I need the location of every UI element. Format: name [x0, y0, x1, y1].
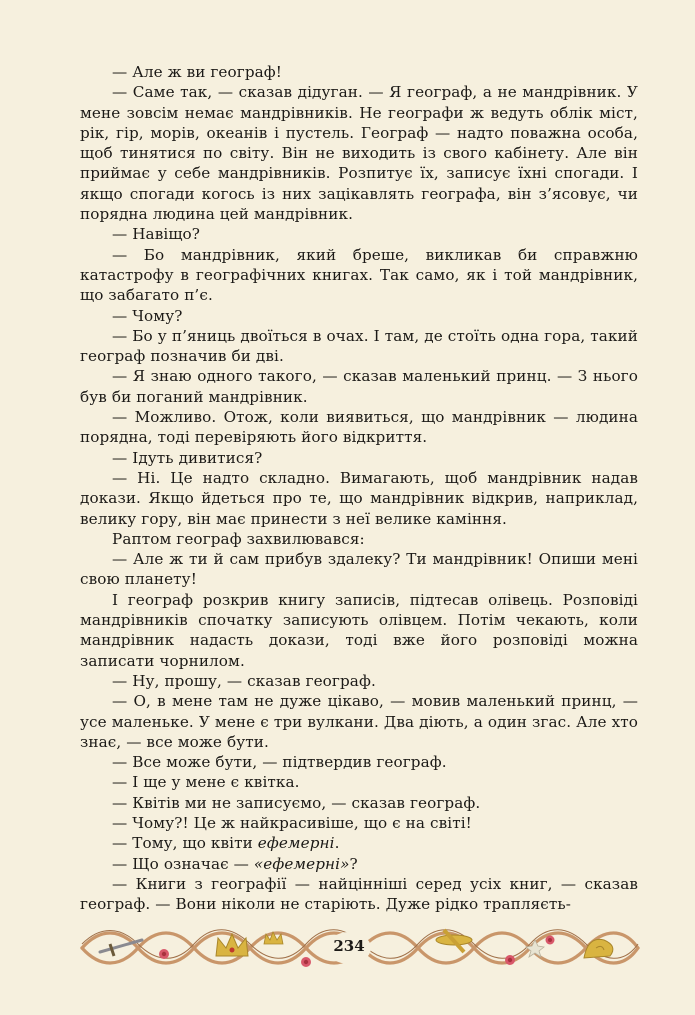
paragraph-10: — Ні. Це надто складно. Вимагають, щоб мандрівник надав докази. Якщо йдеться про те, що мандрівник відкрив, наприклад, велику гору, він має принести з неї велике каміння. [80, 468, 638, 528]
paragraph-1: — Але ж ви географ! [112, 63, 282, 81]
paragraph-21-end: ? [349, 854, 358, 873]
paragraph-13: І географ розкрив книгу записів, підтесав олівець. Розповіді мандрівників спочатку записують олівцем. Потім чекають, коли мандрівник надасть докази, тоді вже його розповіді можна записати чорнилом. [80, 590, 638, 670]
paragraph-16: — Все може бути, — підтвердив географ. [112, 753, 447, 772]
rose-icon-4 [546, 936, 555, 945]
sword-icon [100, 940, 142, 956]
crown-icon [216, 934, 248, 956]
rose-icon-2 [301, 957, 311, 967]
paragraph-3: — Навіщо? [112, 225, 201, 244]
italic-word-efemerni: ефемерні [257, 834, 335, 853]
paragraph-2: — Саме так, — сказав дідуган. — Я географ, а не мандрівник. У мене зовсім немає мандрівників. Не географи ж ведуть облік міст, рік, гір, морів, океанів і пустель. Географ — надто поважна особа, щоб тинятися по світу. Він не виходить із свого кабінету. Але він приймає у себе мандрівників. Розпитує їх, записує їхні спогади. І якщо спогади когось із них зацікавлять географа, він з’ясовує, чи порядна людина цей мандрівник. [80, 83, 638, 224]
paragraph-12: — Але ж ти й сам прибув здалеку? Ти мандрівник! Опиши мені свою планету! [80, 550, 638, 589]
paragraph-19: — Чому?! Це ж найкрасивіше, що є на світі! [112, 813, 472, 832]
paragraph-22: — Книги з географії — найцінніші серед усіх книг, — сказав географ. — Вони ніколи не старіють. Дуже рідко трапляєть- [80, 874, 638, 914]
italic-quoted-efemerni: «ефемерні» [253, 854, 350, 873]
paragraph-8: — Можливо. Отож, коли виявиться, що мандрівник — людина порядна, тоді перевіряють його відкриття. [80, 408, 638, 447]
page-text [80, 62, 638, 914]
rose-icon-3 [505, 955, 515, 965]
rose-icon-1 [159, 949, 169, 959]
paragraph-5: — Чому? [112, 306, 183, 325]
paragraph-20-text: — Тому, що квіти [112, 834, 258, 853]
paragraph-20 [80, 833, 638, 853]
paragraph-11: Раптом географ захвилювався: [112, 529, 365, 548]
paragraph-9: — Ідуть дивитися? [112, 448, 263, 467]
paragraph-18: — Квітів ми не записуємо, — сказав географ. [112, 793, 481, 812]
page-number: 234 [333, 937, 365, 955]
paragraph-6: — Бо у п’яниць двоїться в очах. І там, де стоїть одна гора, такий географ позначив би дві. [80, 326, 638, 366]
paragraph-17: — І ще у мене є квітка. [112, 773, 300, 792]
paragraph-15: — О, в мене там не дуже цікаво, — мовив маленький принц, — усе маленьке. У мене є три вулкани. Два діють, а один згас. Але хто знає, — все може бути. [80, 692, 638, 751]
paragraph-4: — Бо мандрівник, який бреше, викликав би справжню катастрофу в географічних книгах. Так само, як і той мандрівник, що забагато п’є. [80, 245, 638, 305]
paragraph-21 [80, 854, 638, 874]
paragraph-7: — Я знаю одного такого, — сказав маленький принц. — З нього був би поганий мандрівник. [80, 367, 638, 406]
paragraph-20-end: . [334, 834, 340, 853]
paragraph-14: — Ну, прошу, — сказав географ. [112, 671, 376, 690]
snail-icon [584, 939, 613, 958]
paragraph-21-text: — Що означає — [112, 854, 254, 873]
